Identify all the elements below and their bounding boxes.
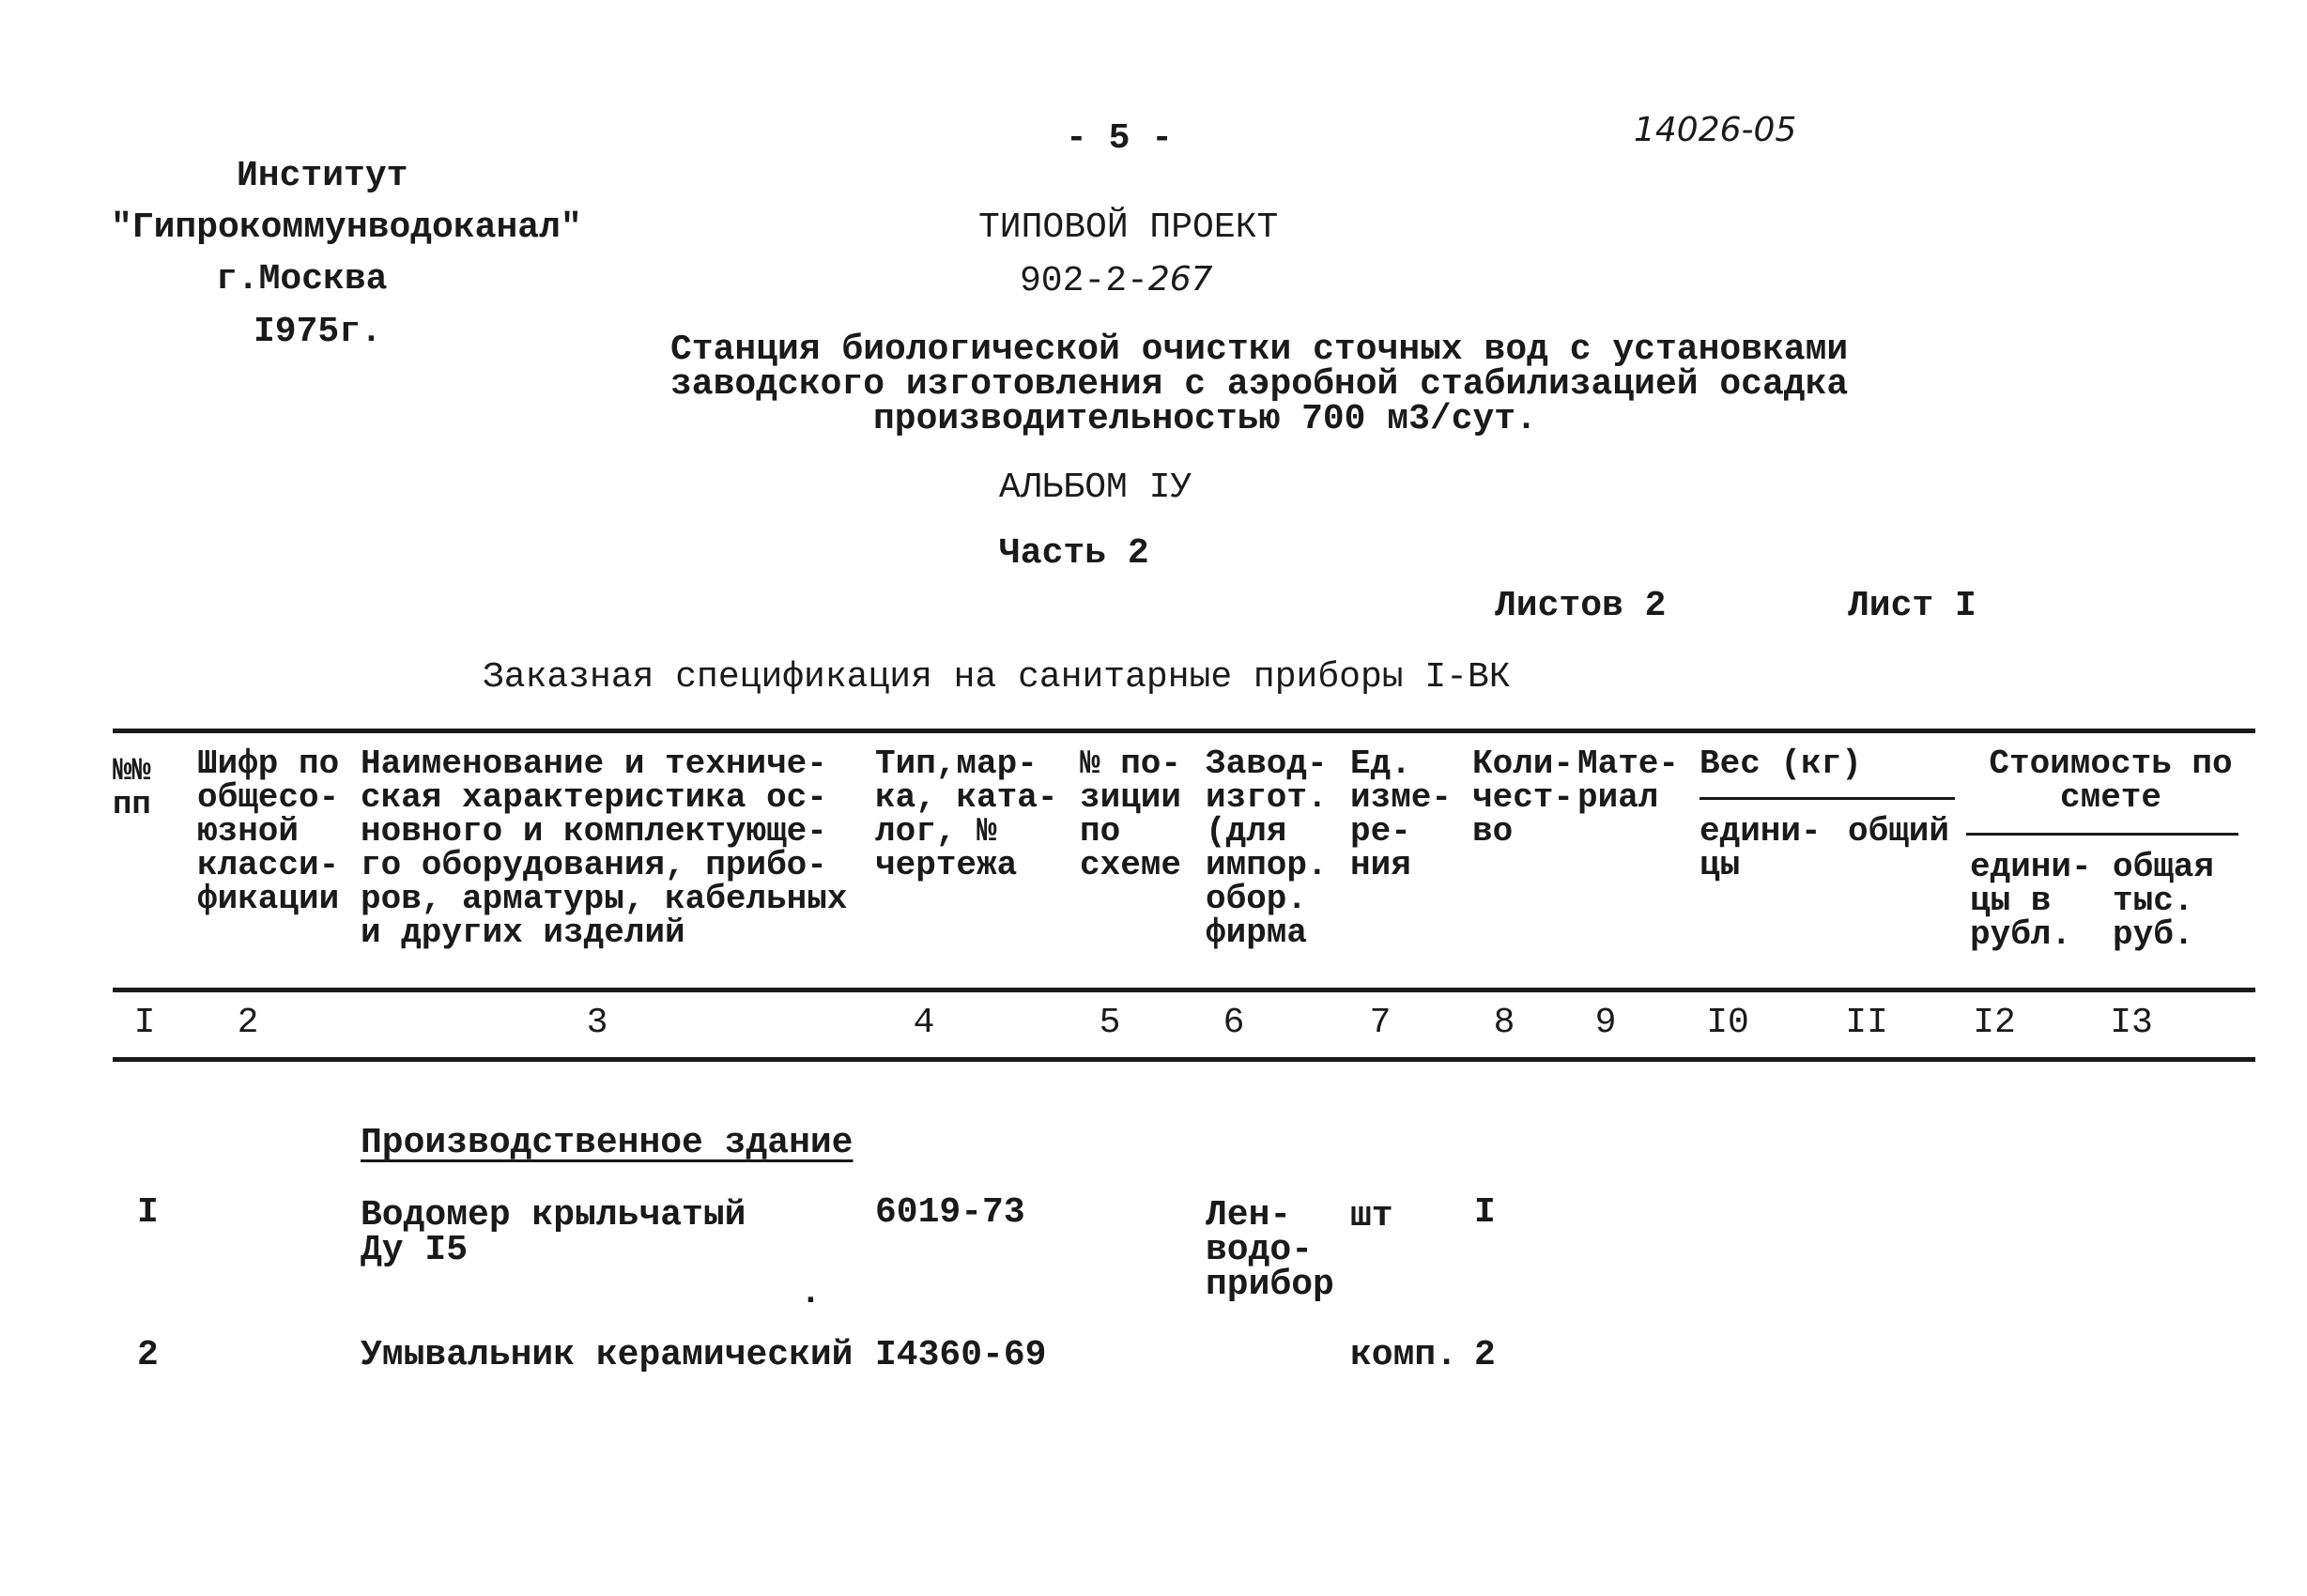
institute-city: г.Москва [216,259,388,299]
row-name: Умывальник керамический [361,1335,854,1375]
row-maker: Лен- водо- прибор [1206,1195,1334,1305]
header-weight: Вес (кг) [1699,744,1862,783]
column-number: II [1845,1003,1888,1043]
column-number: 4 [913,1003,935,1043]
project-description-line1: Станция биологической очистки сточных вод с установками [670,330,1849,370]
section-title: Производственное здание [361,1123,854,1163]
row-number: I [137,1192,159,1233]
header-col-7: Ед. изме- ре- ния [1350,744,1453,884]
column-number: 9 [1594,1003,1617,1043]
column-number: I [133,1003,156,1043]
column-number: 3 [586,1003,608,1043]
institute-label: Институт [237,156,408,196]
column-number: 5 [1099,1003,1121,1043]
column-number: I0 [1706,1003,1749,1043]
stray-dot: . [800,1273,822,1313]
project-number-prefix: 902-2- [1020,261,1148,301]
row-name: Водомер крыльчатый Ду I5 [361,1195,746,1270]
header-col-13: общая тыс. руб. [2113,848,2215,954]
row-quantity: 2 [1474,1335,1496,1375]
column-number: 7 [1369,1003,1392,1043]
row-type: I4360-69 [875,1335,1047,1375]
header-col-2: Шифр по общесо- юзной класси- фикации [197,744,340,918]
table-top-rule [113,729,2255,733]
row-number: 2 [137,1335,159,1375]
header-col-6: Завод- изгот. (для импор. обор. фирма [1206,744,1328,952]
column-number: I2 [1973,1003,2016,1043]
header-col-11: общий [1848,812,1950,851]
cost-rule [1966,833,2238,836]
row-quantity: I [1474,1192,1496,1233]
project-type: ТИПОВОЙ ПРОЕКТ [978,207,1279,248]
album-label: АЛЬБОМ IУ [999,468,1192,508]
project-number-suffix: 267 [1147,260,1213,299]
header-bottom-rule [113,988,2255,992]
row-unit: комп. [1350,1335,1458,1375]
row-unit: шт [1350,1196,1393,1236]
header-col-12: едини- цы в рубл. [1970,848,2092,954]
institute-year: I975г. [254,312,382,352]
column-number: 8 [1493,1003,1515,1043]
column-number: 2 [237,1003,259,1043]
column-number-bottom-rule [113,1057,2255,1062]
page-number: - 5 - [1066,118,1174,159]
header-col-5: № по- зиции по схеме [1080,744,1182,884]
sheet-current: Лист I [1848,586,1976,626]
column-number: 6 [1223,1003,1245,1043]
header-col-4: Тип,мар- ка, ката- лог, № чертежа [875,744,1058,884]
project-description-line3: производительностью 700 м3/сут. [873,399,1537,439]
institute-name: "Гипрокоммунводоканал" [111,207,582,248]
header-col-10: едини- цы [1699,812,1822,884]
project-number [1020,261,1213,300]
sheets-total: Листов 2 [1495,586,1667,626]
row-type: 6019-73 [875,1192,1025,1233]
header-col-9: Мате- риал [1577,744,1680,817]
document-code: 14026-05 [1634,111,1797,149]
weight-rule [1699,797,1955,800]
part-label: Часть 2 [999,533,1149,574]
header-col-3: Наименование и техниче- ская характеристика ос- новного и комплектующе- го оборудования, прибо- ров, арматуры, кабельных и других изделий [361,744,848,952]
specification-title: Заказная спецификация на санитарные приборы I-ВК [483,657,1511,698]
header-cost: Стоимость по смете [1989,744,2233,817]
header-col-1: №№ пп [113,754,151,823]
header-col-8: Коли- чест- во [1472,744,1575,851]
column-number: I3 [2110,1003,2153,1043]
project-description-line2: заводского изготовления с аэробной стабилизацией осадка [670,364,1849,405]
